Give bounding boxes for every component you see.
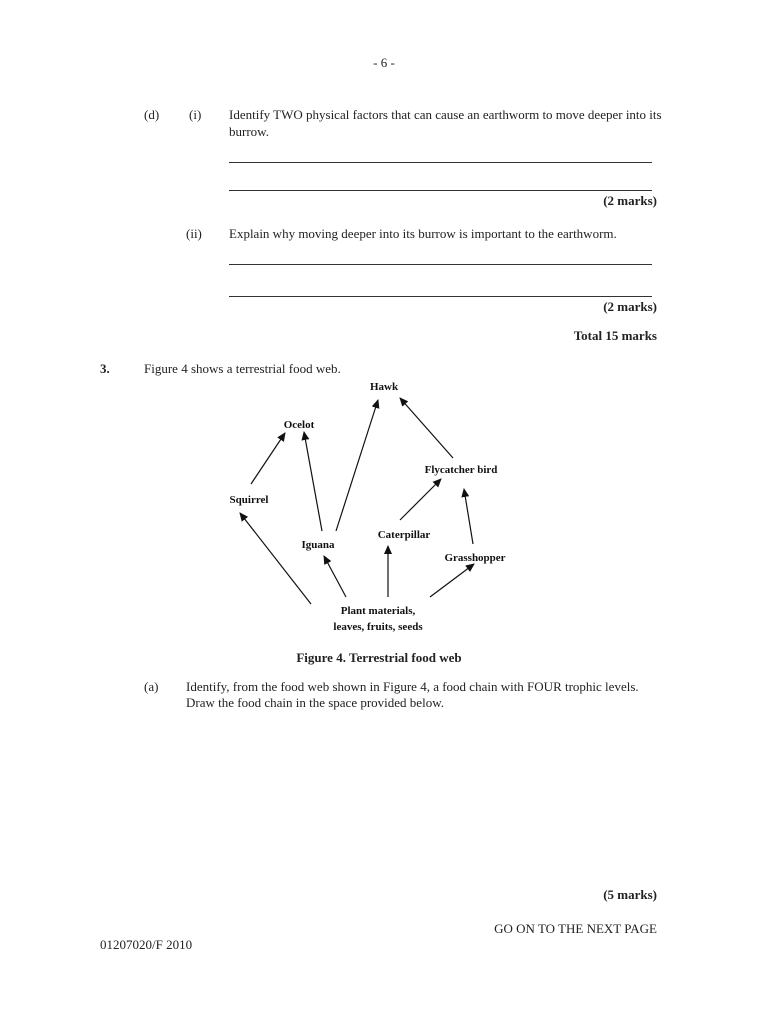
arrow-plants-to-grasshopper xyxy=(430,564,474,597)
arrow-plants-to-squirrel xyxy=(240,513,311,604)
part-a-text-line2: Draw the food chain in the space provided below. xyxy=(186,695,444,710)
page-number: - 6 - xyxy=(373,55,395,70)
arrow-flycatcher-to-hawk xyxy=(400,398,453,458)
arrow-grasshopper-to-flycatcher xyxy=(464,489,473,544)
part-d-ii-label: (ii) xyxy=(186,226,202,241)
part-a-marks: (5 marks) xyxy=(603,887,657,902)
total-marks: Total 15 marks xyxy=(573,328,657,343)
go-on-next-page: GO ON TO THE NEXT PAGE xyxy=(494,921,657,936)
arrow-caterpillar-to-flycatcher xyxy=(400,479,441,520)
part-d-label: (d) xyxy=(144,107,160,122)
question-3-intro: Figure 4 shows a terrestrial food web. xyxy=(144,361,341,376)
part-a-label: (a) xyxy=(144,679,159,694)
part-d-i-text: Identify TWO physical factors that can cause an earthworm to move deeper into its burrow. xyxy=(229,107,662,139)
node-iguana: Iguana xyxy=(301,539,335,551)
part-d-ii-marks: (2 marks) xyxy=(603,299,657,314)
node-plant-materials-line2: leaves, fruits, seeds xyxy=(333,621,423,633)
arrow-iguana-to-ocelot xyxy=(304,432,322,531)
node-flycatcher-bird: Flycatcher bird xyxy=(424,464,498,476)
arrow-plants-to-iguana xyxy=(324,556,346,597)
question-3-number: 3. xyxy=(100,361,110,376)
part-d-i-marks: (2 marks) xyxy=(603,193,657,208)
node-ocelot: Ocelot xyxy=(283,419,315,431)
part-a-text-line1: Identify, from the food web shown in Figure 4, a food chain with FOUR trophic levels. xyxy=(186,679,639,694)
node-squirrel: Squirrel xyxy=(229,494,269,506)
arrow-squirrel-to-ocelot xyxy=(251,433,285,484)
arrow-iguana-to-hawk xyxy=(336,400,378,531)
node-grasshopper: Grasshopper xyxy=(444,552,506,564)
figure-caption: Figure 4. Terrestrial food web xyxy=(296,650,462,665)
node-caterpillar: Caterpillar xyxy=(377,529,431,541)
node-plant-materials-line1: Plant materials, xyxy=(340,605,416,617)
node-hawk: Hawk xyxy=(369,381,399,393)
part-d-i-label: (i) xyxy=(189,107,202,122)
paper-code: 01207020/F 2010 xyxy=(100,937,193,952)
part-d-ii-text: Explain why moving deeper into its burrow is important to the earthworm. xyxy=(229,226,617,241)
